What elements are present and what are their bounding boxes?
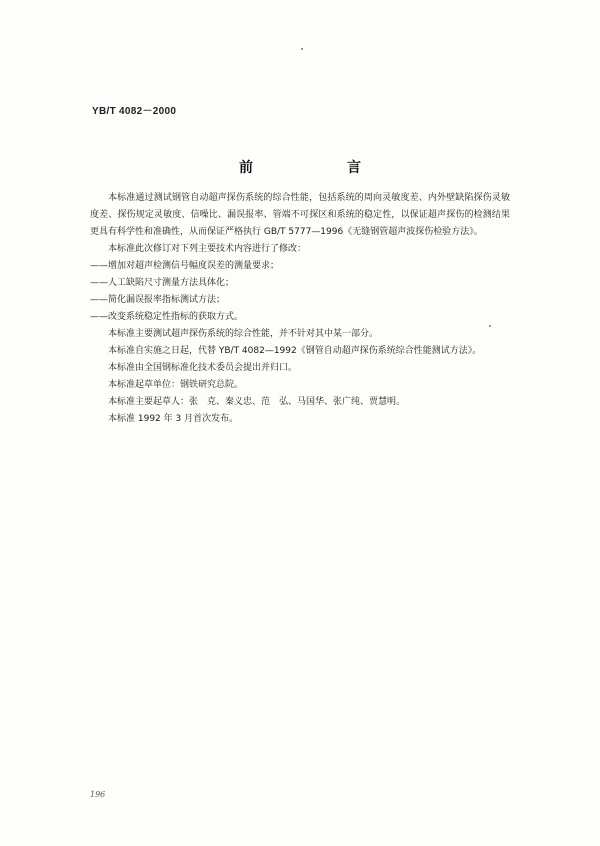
revision-item: ——简化漏误报率指标测试方法； <box>90 295 226 305</box>
revision-item: ——人工缺陷尺寸测量方法具体化； <box>90 278 235 288</box>
paragraph-purpose: 本标准通过测试钢管自动超声探伤系统的综合性能，包括系统的周向灵敏度差、内外壁缺陷探伤灵敏度差、探伤规定灵敏度、信噪比、漏误报率、管端不可探区和系统的稳定性，以保证超声探伤的检测结果更具有科学性和准确性，从而保证严格执行 GB/T 5777—1996《无缝钢管超声波探伤检验方法》。 <box>90 193 510 237</box>
revision-item: ——增加对超声检测信号幅度误差的测量要求； <box>90 261 280 271</box>
scan-speck <box>301 48 303 50</box>
section-title: 前 言 <box>239 160 401 176</box>
paragraph-drafting-unit: 本标准起草单位：钢铁研究总院。 <box>108 380 244 390</box>
paragraph-replaces: 本标准自实施之日起，代替 YB/T 4082—1992《钢管自动超声探伤系统综合性能测试方法》。 <box>108 346 482 356</box>
foreword-body <box>90 190 510 428</box>
standard-code: YB/T 4082－2000 <box>92 106 177 117</box>
paragraph-drafters: 本标准主要起草人：张 克、秦义忠、范 弘、马国华、张广纯、贾慧明。 <box>108 397 406 407</box>
paragraph-first-issue: 本标准 1992 年 3 月首次发布。 <box>108 414 239 424</box>
paragraph-scope: 本标准主要测试超声探伤系统的综合性能，并不针对其中某一部分。 <box>108 329 379 339</box>
revision-item: ——改变系统稳定性指标的获取方式。 <box>90 312 244 322</box>
paragraph-revision-intro: 本标准此次修订对下列主要技术内容进行了修改： <box>108 244 307 254</box>
paragraph-proposed-by: 本标准由全国钢标准化技术委员会提出并归口。 <box>108 363 298 373</box>
page-number: 196 <box>90 790 106 799</box>
